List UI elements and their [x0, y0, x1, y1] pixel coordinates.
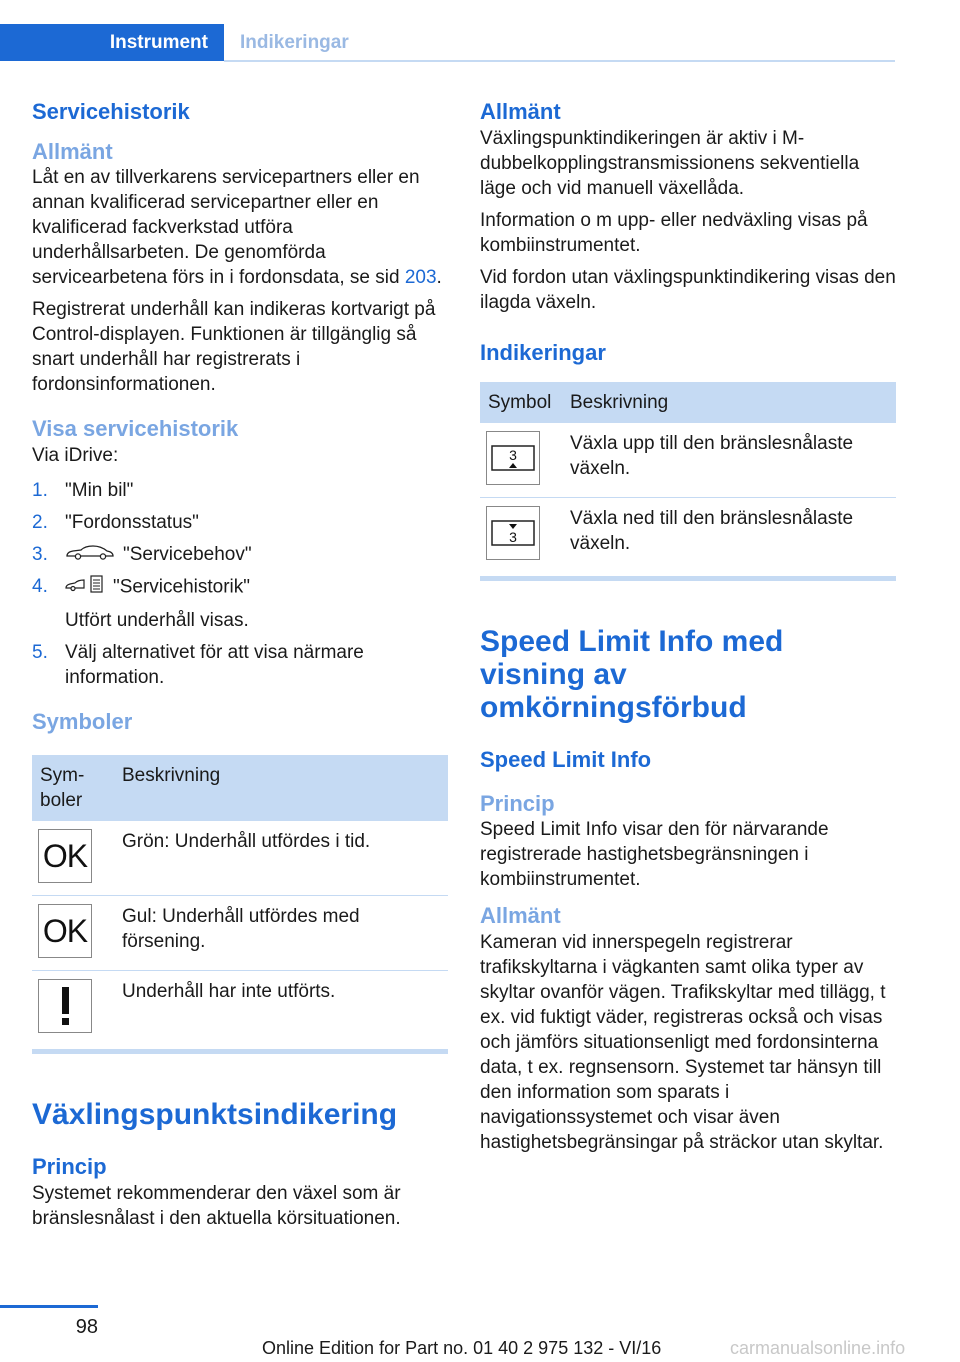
- gear-down-icon: [486, 506, 540, 560]
- list-item: [32, 640, 448, 690]
- table-end-rule: [32, 1049, 448, 1054]
- heading-symboler: Symboler: [32, 708, 133, 734]
- indicators-table: [480, 382, 896, 572]
- description-cell: Växla upp till den bränslesnålaste växeln.: [562, 423, 896, 498]
- gear-up-icon: [486, 431, 540, 485]
- col-header-symbols: Sym- boler: [32, 755, 114, 821]
- heading-allmant-2: Allmänt: [480, 903, 561, 928]
- paragraph-registered: Registrerat underhåll kan indikeras kortvarigt på Control-displayen. Funktionen är tillgänglig så snart underhåll har registrerats i fordonsinformationen.: [32, 299, 436, 395]
- step-number: 3.: [32, 543, 48, 565]
- heading-allmant-right: Allmänt: [480, 99, 561, 124]
- heading-princip-right: Princip: [480, 790, 555, 816]
- paragraph-princip-right: Speed Limit Info visar den för närvarande registrerade hastighetsbegränsningen i kombiinstrumentet.: [480, 819, 829, 890]
- description-cell: Grön: Underhåll utfördes i tid.: [114, 821, 448, 896]
- symbol-cell: [32, 971, 114, 1046]
- step-number: 1.: [32, 479, 48, 501]
- step-text: "Fordonsstatus": [65, 511, 199, 533]
- table-row: [32, 896, 448, 971]
- description-cell: Underhåll har inte utförts.: [122, 981, 336, 1003]
- paragraph-camera: Kameran vid innerspegeln registrerar trafikskyltarna i vägkanten samt olika typer av skyltar ovanför vägen. Trafikskyltar med tillägg, t ex. vid fuktigt väder, registreras också och visas och jämförs situationsenligt med fordonsinterna data, t ex. regnsensorn. Systemet tar hänsyn till den information som sparats i navigationssystemet och visar även hastighetsbegränsingar på sträckor utan skyltar.: [480, 931, 886, 1153]
- watermark: carmanualsonline.info: [730, 1338, 906, 1358]
- ok-green-icon: [38, 829, 92, 883]
- ok-label: OK: [42, 912, 88, 949]
- header-rule: [224, 60, 895, 62]
- step-text: "Min bil": [65, 479, 134, 501]
- col-header-symbol: Symbol: [480, 382, 562, 423]
- step-number: 5.: [32, 641, 48, 663]
- step-number: 4.: [32, 575, 48, 597]
- description-cell: Växla ned till den bränslesnålaste växeln.: [570, 508, 854, 554]
- description-cell: Gul: Underhåll utfördes med försening.: [114, 896, 448, 971]
- page-link-203[interactable]: 203: [404, 267, 437, 288]
- paragraph-intro: [32, 165, 448, 290]
- ok-label: OK: [42, 837, 88, 874]
- step-number: 2.: [32, 511, 48, 533]
- tab-indikeringar[interactable]: Indikeringar: [240, 31, 349, 53]
- heading-servicehistorik: Servicehistorik: [32, 99, 190, 124]
- list-item: [32, 542, 448, 567]
- symbol-cell: [32, 896, 114, 971]
- table-row: [32, 821, 448, 896]
- step-text: "Servicehistorik": [113, 576, 251, 598]
- edition-note: Online Edition for Part no. 01 40 2 975 132 - VI/16: [262, 1338, 662, 1358]
- list-item: [32, 574, 448, 633]
- symbols-table: [32, 755, 448, 1045]
- heading-speed-limit-info-section: Speed Limit Info med visning av omkörningsförbud: [480, 625, 784, 724]
- table-row: [480, 498, 896, 573]
- step-text: Välj alternativet för att visa närmare information.: [65, 641, 364, 688]
- paragraph-princip: Systemet rekommenderar den växel som är bränslesnålast i den aktuella körsituationen.: [32, 1182, 401, 1229]
- car-service-history-icon: [65, 574, 105, 601]
- right-column: [480, 98, 896, 1155]
- heading-speed-limit-info: Speed Limit Info: [480, 747, 652, 772]
- table-end-rule: [480, 576, 896, 581]
- col-header-description: Beskrivning: [114, 755, 448, 821]
- gear-number: 3: [509, 529, 517, 545]
- table-header-row: [480, 382, 896, 423]
- heading-indikeringar: Indikeringar: [480, 339, 606, 365]
- table-row: [480, 423, 896, 498]
- heading-visa-servicehistorik: Visa servicehistorik: [32, 416, 239, 441]
- paragraph-info: Information o m upp- eller nedväxling visas på kombiinstrumentet.: [480, 209, 868, 256]
- gear-number: 3: [509, 447, 517, 463]
- symbol-cell: [480, 423, 562, 498]
- symbol-cell: [32, 821, 114, 896]
- ok-yellow-icon: [38, 904, 92, 958]
- col-header-description: Beskrivning: [562, 382, 896, 423]
- page-number: 98: [75, 1316, 98, 1338]
- heading-princip: Princip: [32, 1154, 107, 1180]
- table-header-row: [32, 755, 448, 821]
- step-text: "Servicebehov": [123, 543, 252, 565]
- list-item: [32, 478, 448, 503]
- exclamation-icon: [38, 979, 92, 1033]
- header-tabs: [0, 0, 895, 62]
- via-idrive: Via iDrive:: [32, 444, 119, 466]
- heading-allmant: Allmänt: [32, 138, 113, 164]
- tab-instrument[interactable]: Instrument: [0, 24, 224, 61]
- symbol-cell: [480, 498, 562, 573]
- left-column: [32, 98, 448, 1231]
- paragraph-active: Växlingspunktindikeringen är aktiv i M-dubbelkopplingstransmissionens sekventiella läge och vid manuell växellåda.: [480, 127, 860, 199]
- car-icon: [65, 542, 115, 567]
- paragraph-intro-text: Låt en av tillverkarens servicepartners eller en annan kvalificerad servicepartner eller en kvalificerad fackverkstad utföra underhållsarbeten. De genomförda servicearbetena förs in i fordonsdata, se sid: [32, 167, 420, 288]
- paragraph-intro-end: .: [436, 267, 442, 288]
- list-item: [32, 510, 448, 535]
- heading-vaxlingspunktsindikering: Växlingspunktsindikering: [32, 1098, 398, 1132]
- footer-rule: [0, 1305, 98, 1308]
- steps-list: [32, 478, 448, 690]
- step-subtext: Utfört underhåll visas.: [65, 609, 249, 631]
- table-row: [32, 971, 448, 1046]
- paragraph-without: Vid fordon utan växlingspunktindikering visas den ilagda växeln.: [480, 266, 896, 313]
